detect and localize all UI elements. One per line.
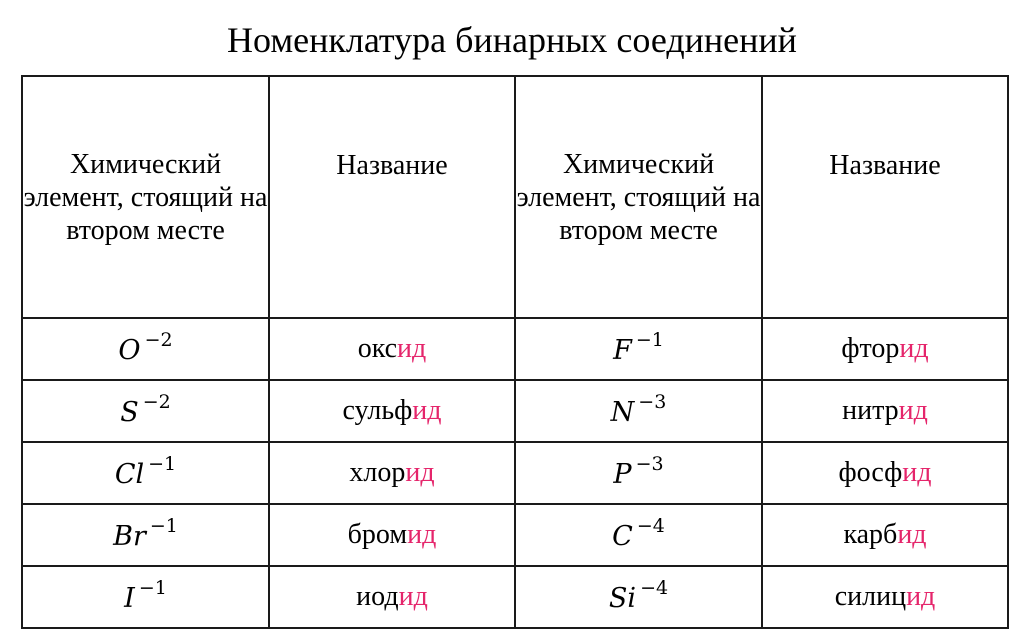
name-suffix: ид xyxy=(902,457,932,488)
element-symbol: P xyxy=(613,458,632,490)
nomenclature-table xyxy=(21,75,1009,629)
element-symbol: F xyxy=(613,334,632,366)
element-charge: −1 xyxy=(635,328,664,351)
name-stem: сульф xyxy=(342,395,413,426)
table-header-row xyxy=(22,76,1008,318)
element-charge: −3 xyxy=(635,452,664,475)
element-charge: −1 xyxy=(148,452,177,475)
element-formula xyxy=(515,380,762,442)
name-suffix: ид xyxy=(906,581,936,612)
compound-name xyxy=(762,380,1008,442)
element-formula xyxy=(22,380,269,442)
compound-name xyxy=(269,318,515,380)
compound-name xyxy=(762,566,1008,628)
element-formula xyxy=(515,504,762,566)
name-suffix: ид xyxy=(398,581,428,612)
page-title: Номенклатура бинарных соединений xyxy=(227,20,797,60)
header-name-left: Название xyxy=(269,76,515,318)
name-stem: нитр xyxy=(842,395,899,426)
table-row xyxy=(22,380,1008,442)
name-suffix: ид xyxy=(899,333,929,364)
element-formula xyxy=(22,566,269,628)
element-symbol: C xyxy=(612,520,633,552)
element-formula xyxy=(515,318,762,380)
element-charge: −1 xyxy=(138,576,167,599)
name-suffix: ид xyxy=(412,395,442,426)
element-charge: −3 xyxy=(638,390,667,413)
compound-name xyxy=(762,442,1008,504)
element-charge: −1 xyxy=(149,514,178,537)
table-row xyxy=(22,442,1008,504)
header-element-left: Химический элемент, стоящий на втором месте xyxy=(22,76,269,318)
name-stem: бром xyxy=(347,519,408,550)
element-symbol: Cl xyxy=(114,458,145,490)
table-row xyxy=(22,566,1008,628)
compound-name xyxy=(762,504,1008,566)
header-element-right: Химический элемент, стоящий на втором месте xyxy=(515,76,762,318)
element-charge: −4 xyxy=(640,576,669,599)
element-formula xyxy=(22,318,269,380)
table-row xyxy=(22,504,1008,566)
name-stem: хлор xyxy=(349,457,406,488)
name-stem: фтор xyxy=(841,333,900,364)
compound-name xyxy=(762,318,1008,380)
name-stem: карб xyxy=(843,519,898,550)
element-symbol: Br xyxy=(113,520,146,552)
name-suffix: ид xyxy=(898,395,928,426)
element-charge: −2 xyxy=(144,328,173,351)
name-suffix: ид xyxy=(405,457,435,488)
table-row xyxy=(22,318,1008,380)
element-charge: −2 xyxy=(142,390,171,413)
element-symbol: Si xyxy=(608,582,637,614)
name-stem: фосф xyxy=(838,457,903,488)
name-suffix: ид xyxy=(897,519,927,550)
compound-name xyxy=(269,380,515,442)
name-stem: иод xyxy=(356,581,399,612)
name-stem: силиц xyxy=(834,581,907,612)
compound-name xyxy=(269,504,515,566)
element-symbol: S xyxy=(120,396,139,428)
element-symbol: I xyxy=(124,582,135,614)
element-formula xyxy=(515,566,762,628)
element-charge: −4 xyxy=(636,514,665,537)
element-symbol: O xyxy=(118,334,141,366)
element-formula xyxy=(22,504,269,566)
name-suffix: ид xyxy=(397,333,427,364)
element-formula xyxy=(22,442,269,504)
compound-name xyxy=(269,442,515,504)
name-stem: окс xyxy=(357,333,398,364)
element-symbol: N xyxy=(610,396,635,428)
header-name-right: Название xyxy=(762,76,1008,318)
name-suffix: ид xyxy=(407,519,437,550)
compound-name xyxy=(269,566,515,628)
element-formula xyxy=(515,442,762,504)
